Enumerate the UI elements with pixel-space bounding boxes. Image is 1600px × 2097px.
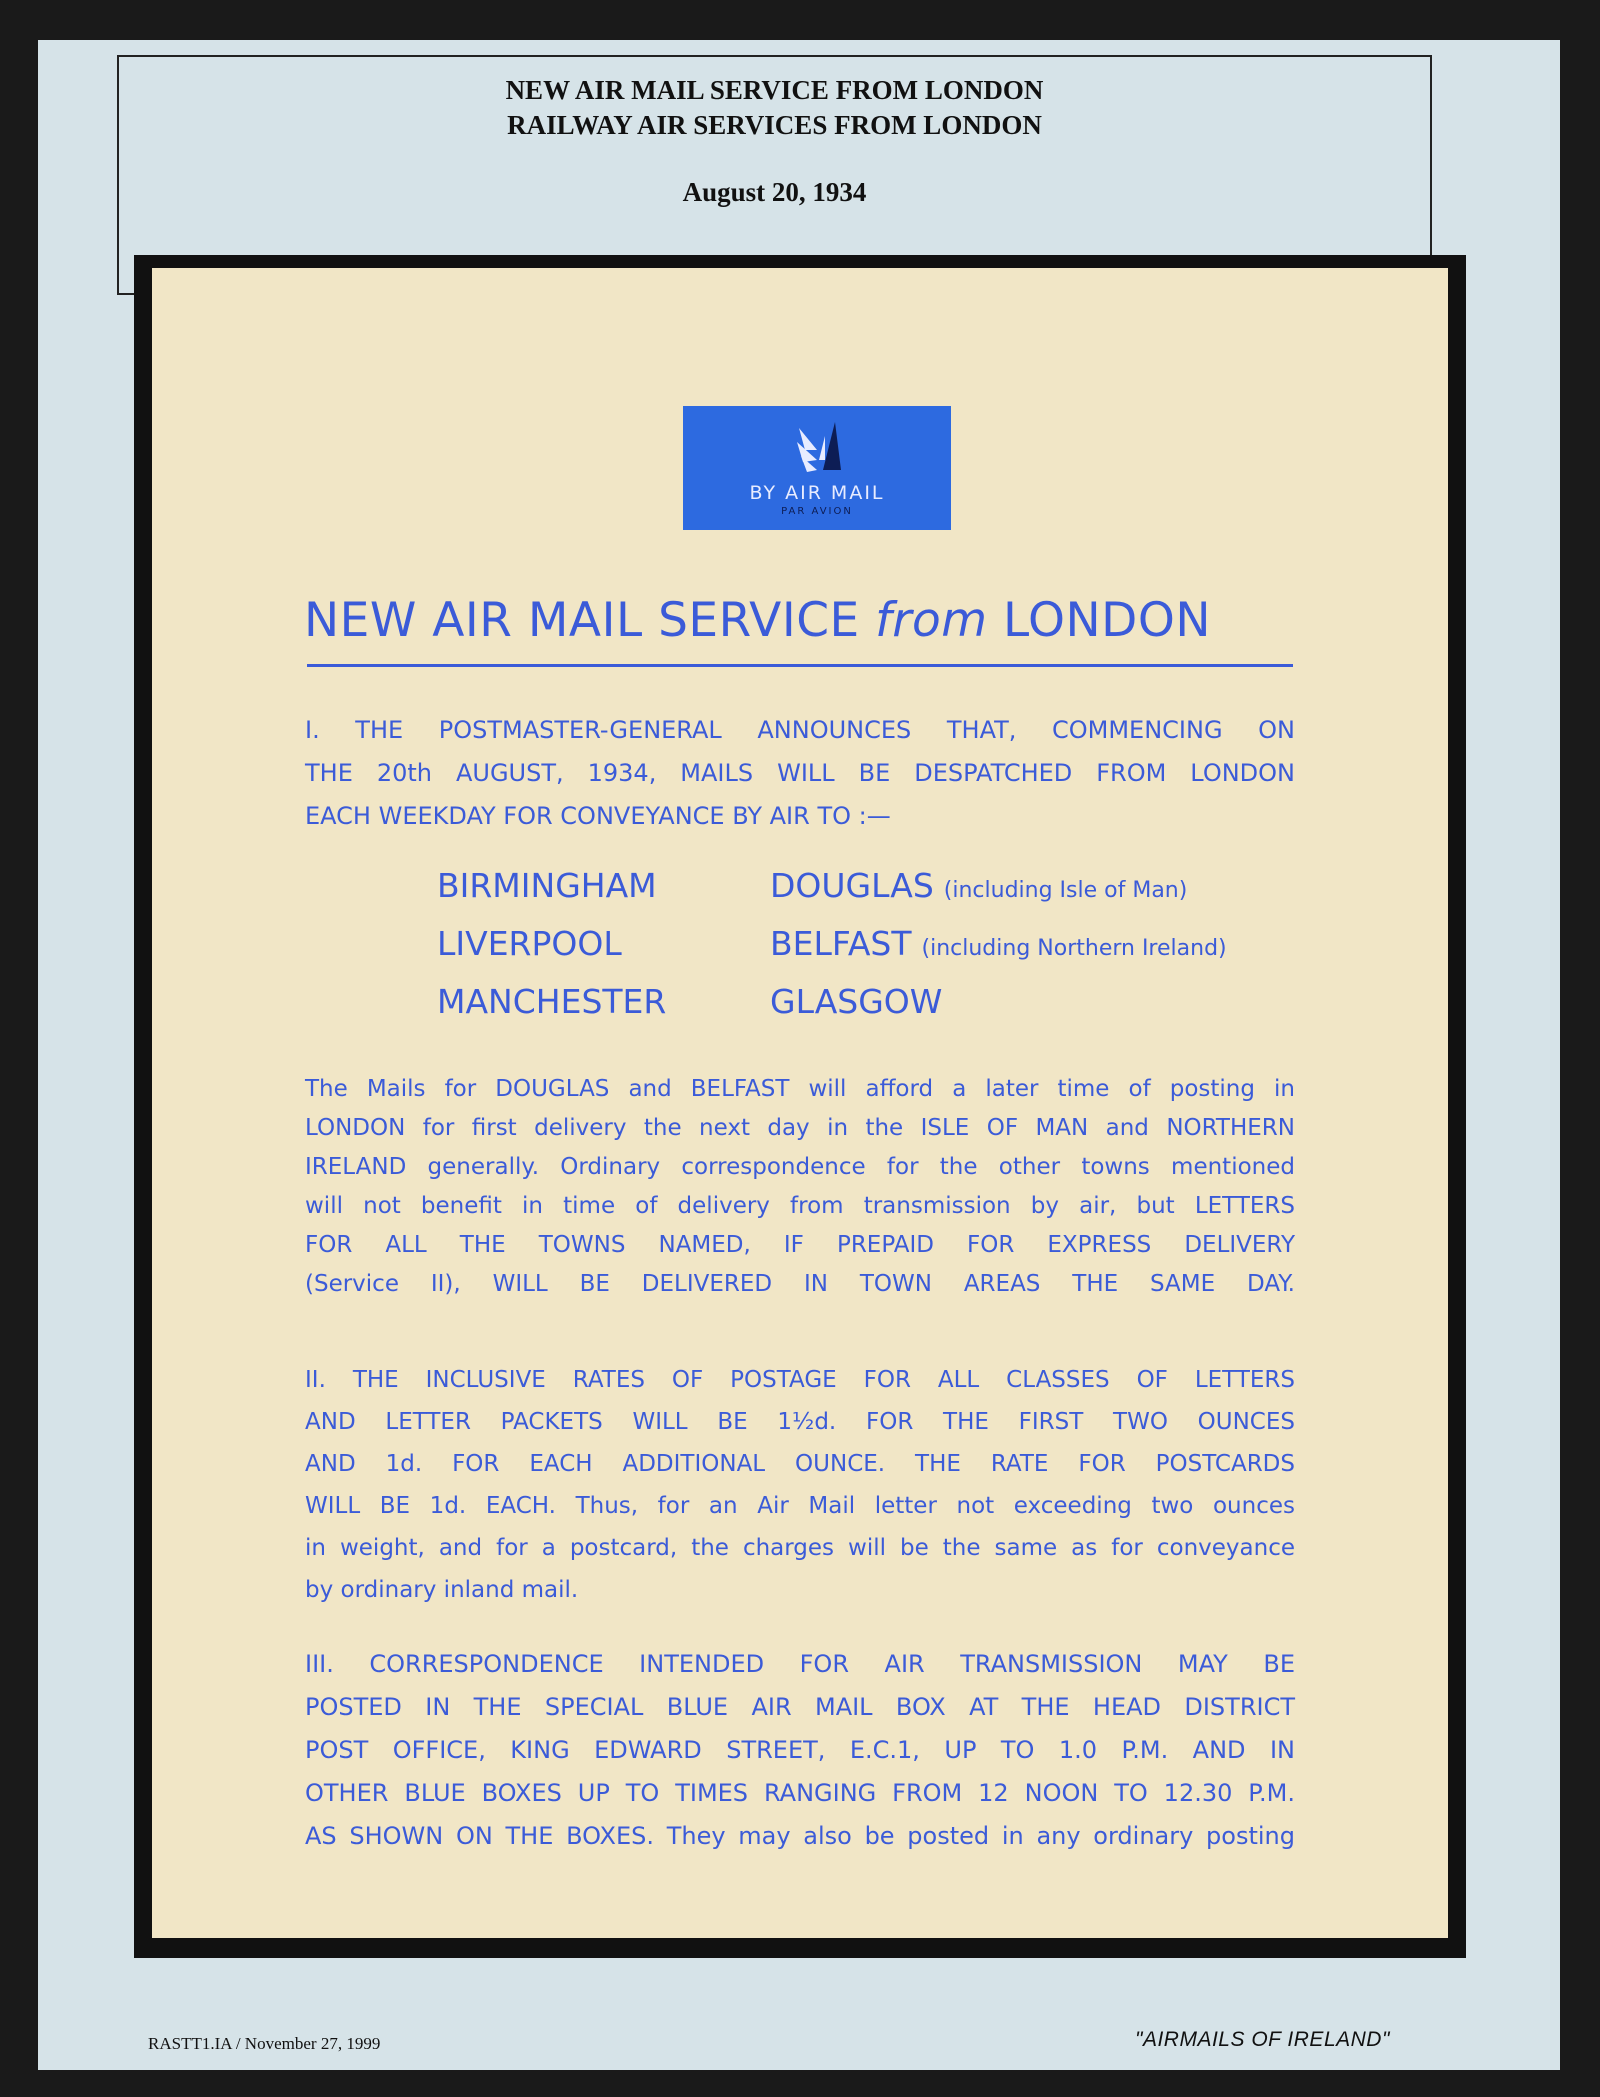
- title-part-2: LONDON: [987, 593, 1212, 648]
- paragraph-line: POST OFFICE, KING EDWARD STREET, E.C.1, UP TO 1.0 P.M. AND IN: [305, 1736, 1295, 1764]
- notice-title: [304, 593, 1294, 648]
- paragraph-line: EACH WEEKDAY FOR CONVEYANCE BY AIR TO :—: [305, 802, 891, 830]
- town-left: MANCHESTER: [437, 982, 667, 1021]
- town-note: (including Isle of Man): [943, 878, 1188, 903]
- paragraph-line: will not benefit in time of delivery from transmission by air, but LETTERS: [305, 1193, 1295, 1219]
- footer-reference: RASTT1.IA / November 27, 1999: [148, 2034, 381, 2053]
- town-right: [770, 924, 1227, 963]
- footer-collection-title: "AIRMAILS OF IRELAND": [1135, 2028, 1390, 2051]
- paragraph-2: [305, 1070, 1295, 1304]
- paragraph-line: IRELAND generally. Ordinary correspondence for the other towns mentioned: [305, 1154, 1295, 1180]
- paragraph-line: AND 1d. FOR EACH ADDITIONAL OUNCE. THE RATE FOR POSTCARDS: [305, 1451, 1295, 1477]
- paragraph-4: [305, 1643, 1295, 1858]
- paragraph-line: in weight, and for a postcard, the charges will be the same as for conveyance: [305, 1535, 1295, 1561]
- paragraph-line: II. THE INCLUSIVE RATES OF POSTAGE FOR ALL CLASSES OF LETTERS: [305, 1367, 1295, 1393]
- title-underline: [307, 664, 1293, 667]
- paragraph-line: AND LETTER PACKETS WILL BE 1½d. FOR THE FIRST TWO OUNCES: [305, 1409, 1295, 1435]
- town-right-name: GLASGOW: [770, 982, 943, 1021]
- notice-sheet: [152, 268, 1448, 1938]
- paragraph-line: AS SHOWN ON THE BOXES. They may also be posted in any ordinary posting: [305, 1822, 1295, 1850]
- paragraph-line: FOR ALL THE TOWNS NAMED, IF PREPAID FOR EXPRESS DELIVERY: [305, 1232, 1295, 1258]
- header-title-line-2: RAILWAY AIR SERVICES FROM LONDON: [507, 110, 1042, 140]
- paragraph-line: The Mails for DOUGLAS and BELFAST will afford a later time of posting in: [305, 1076, 1295, 1102]
- title-part-1: NEW AIR MAIL SERVICE: [304, 593, 876, 648]
- paragraph-line: (Service II), WILL BE DELIVERED IN TOWN AREAS THE SAME DAY.: [305, 1271, 1295, 1297]
- town-right-name: BELFAST: [770, 924, 912, 963]
- paragraph-line: by ordinary inland mail.: [305, 1577, 579, 1603]
- paragraph-line: III. CORRESPONDENCE INTENDED FOR AIR TRANSMISSION MAY BE: [305, 1650, 1295, 1678]
- paragraph-line: WILL BE 1d. EACH. Thus, for an Air Mail letter not exceeding two ounces: [305, 1493, 1295, 1519]
- paragraph-line: POSTED IN THE SPECIAL BLUE AIR MAIL BOX AT THE HEAD DISTRICT: [305, 1693, 1295, 1721]
- header-date: August 20, 1934: [682, 177, 867, 207]
- air-mail-label: [683, 406, 951, 530]
- paragraph-line: THE 20th AUGUST, 1934, MAILS WILL BE DESPATCHED FROM LONDON: [305, 759, 1295, 787]
- wings-icon: [795, 420, 843, 476]
- town-left: LIVERPOOL: [437, 924, 622, 963]
- town-right: [770, 866, 1187, 905]
- title-from: from: [875, 593, 988, 648]
- paragraph-line: LONDON for first delivery the next day in the ISLE OF MAN and NORTHERN: [305, 1115, 1295, 1141]
- label-par-avion: PAR AVION: [781, 506, 853, 517]
- town-right: [770, 982, 952, 1021]
- paragraph-3: [305, 1359, 1295, 1611]
- paragraph-line: OTHER BLUE BOXES UP TO TIMES RANGING FROM 12 NOON TO 12.30 P.M.: [305, 1779, 1295, 1807]
- label-by-air-mail: BY AIR MAIL: [749, 482, 885, 504]
- town-left: BIRMINGHAM: [437, 866, 657, 905]
- paragraph-1: [305, 709, 1295, 838]
- town-right-name: DOUGLAS: [770, 866, 934, 905]
- header-title-line-1: NEW AIR MAIL SERVICE FROM LONDON: [505, 75, 1044, 105]
- town-note: (including Northern Ireland): [921, 936, 1227, 961]
- paragraph-line: I. THE POSTMASTER-GENERAL ANNOUNCES THAT, COMMENCING ON: [305, 716, 1295, 744]
